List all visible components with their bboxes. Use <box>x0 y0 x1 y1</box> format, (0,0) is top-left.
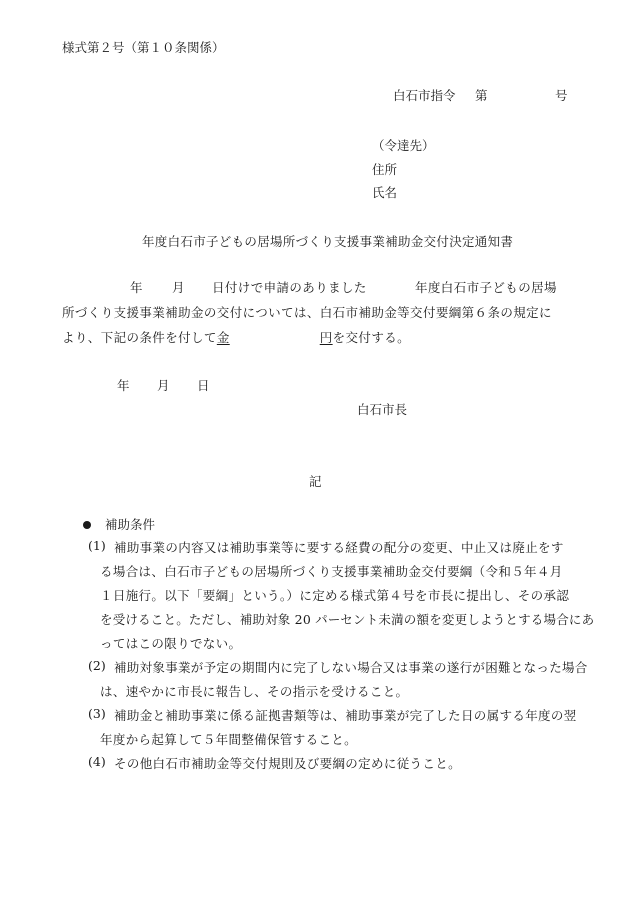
condition-line: を受けること。ただし、補助対象 20 パーセント未満の額を変更しようとする場合にあ <box>100 612 595 627</box>
conditions-heading <box>83 515 155 533</box>
condition-line: は、速やかに市長に報告し、その指示を受けること。 <box>100 684 409 699</box>
order-go: 号 <box>555 88 568 103</box>
date-day: 日 <box>197 378 210 393</box>
condition-line: １日施行。以下「要綱」という。）に定める様式第４号を市長に提出し、その承認 <box>100 588 570 603</box>
condition-line: る場合は、白石市子どもの居場所づくり支援事業補助金交付要綱（令和５年４月 <box>100 564 563 579</box>
order-dai: 第 <box>475 88 488 103</box>
ki-heading: 記 <box>309 474 322 489</box>
date-year: 年 <box>117 378 130 393</box>
en-label: 円 <box>319 330 333 345</box>
condition-line: 補助対象事業が予定の期間内に完了しない場合又は事業の遂行が困難となった場合 <box>114 660 588 675</box>
body-year: 年 <box>130 280 143 295</box>
body-month: 月 <box>172 280 185 295</box>
condition-number: (1) <box>88 538 106 553</box>
form-label: 様式第２号（第１０条関係） <box>62 40 225 55</box>
kin-label: 金 <box>216 330 230 345</box>
condition-line: 補助事業の内容又は補助事業等に要する経費の配分の変更、中止又は廃止をす <box>114 540 564 555</box>
condition-line: ってはこの限りでない。 <box>100 636 242 651</box>
issuer: 白石市長 <box>357 402 408 417</box>
condition-number: (2) <box>88 658 106 673</box>
date-month: 月 <box>157 378 170 393</box>
body-line3-post: を交付する。 <box>332 330 411 345</box>
bullet-icon <box>83 521 91 529</box>
document-title: 年度白石市子どもの居場所づくり支援事業補助金交付決定通知書 <box>142 234 514 249</box>
body-line1-tail: 年度白石市子どもの居場 <box>415 280 557 295</box>
body-line3 <box>62 328 410 346</box>
condition-number: (3) <box>88 706 106 721</box>
name-label: 氏名 <box>372 185 398 200</box>
body-line3-pre: より、下記の条件を付して <box>62 330 217 345</box>
body-line1-rest: 日付けで申請のありました <box>212 280 367 295</box>
condition-line: その他白石市補助金等交付規則及び要綱の定めに従うこと。 <box>114 756 461 771</box>
condition-line: 補助金と補助事業に係る証拠書類等は、補助事業が完了した日の属する年度の翌 <box>114 708 577 723</box>
condition-line: 年度から起算して５年間整備保管すること。 <box>100 732 358 747</box>
order-prefix: 白石市指令 <box>393 88 456 103</box>
conditions-heading-label: 補助条件 <box>105 517 156 532</box>
addressee-heading: （令達先） <box>372 138 435 153</box>
condition-number: (4) <box>88 754 106 769</box>
body-line2: 所づくり支援事業補助金の交付については、白石市補助金等交付要綱第６条の規定に <box>62 305 552 320</box>
address-label: 住所 <box>372 162 398 177</box>
grant-amount <box>217 330 333 345</box>
